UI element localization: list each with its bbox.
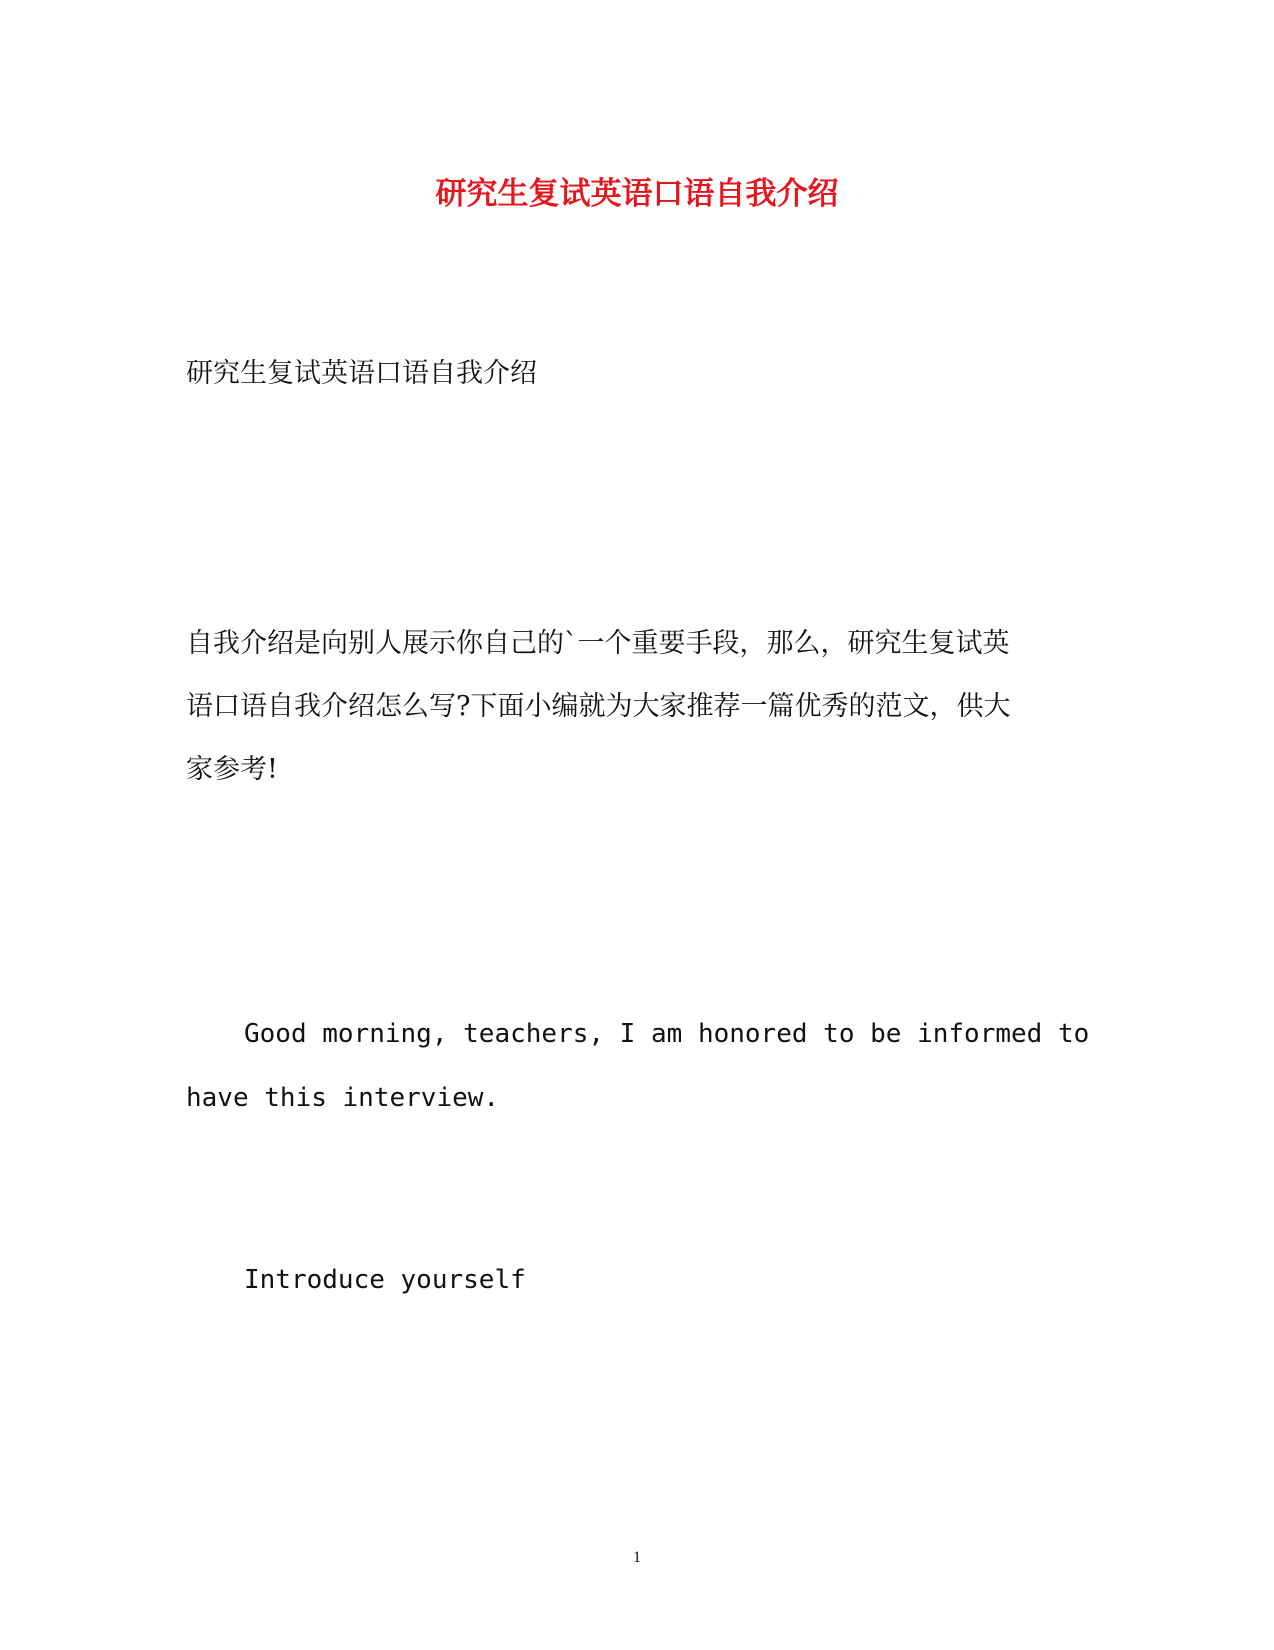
intro-paragraph [186,612,1086,801]
intro-line: 家参考! [186,754,278,785]
document-subtitle: 研究生复试英语口语自我介绍 [186,358,537,389]
page-number: 1 [633,1549,641,1566]
english-line: have this interview. [186,1083,500,1113]
intro-line: 自我介绍是向别人展示你自己的`一个重要手段，那么，研究生复试英 [186,628,1010,659]
section-heading: Introduce yourself [244,1265,526,1295]
document-title: 研究生复试英语口语自我介绍 [435,176,839,212]
intro-line: 语口语自我介绍怎么写?下面小编就为大家推荐一篇优秀的范文，供大 [186,691,1011,722]
english-line: Good morning, teachers, I am honored to be informed to [244,1019,1090,1049]
english-paragraph [186,1002,1090,1130]
